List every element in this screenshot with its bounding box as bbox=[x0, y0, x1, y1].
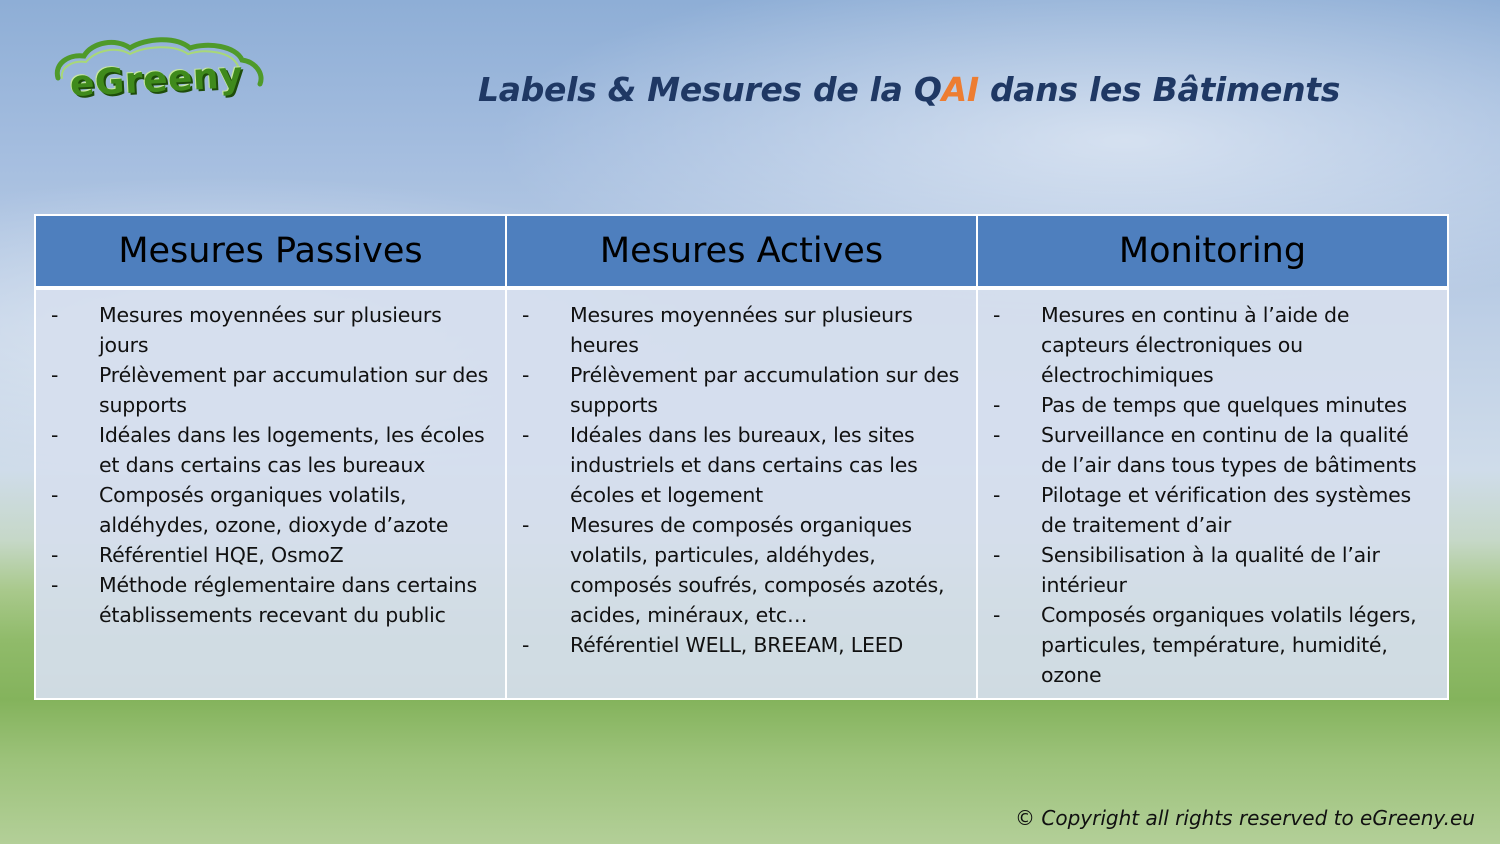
list-item bbox=[48, 360, 495, 420]
bullet-dash: - bbox=[993, 483, 1001, 507]
item-text: Sensibilisation à la qualité de l’air intérieur bbox=[1041, 543, 1380, 597]
list-item bbox=[48, 420, 495, 480]
bullet-dash: - bbox=[51, 483, 59, 507]
item-text: Prélèvement par accumulation sur des supports bbox=[570, 363, 960, 417]
item-text: Pilotage et vérification des systèmes de traitement d’air bbox=[1041, 483, 1411, 537]
list-item bbox=[48, 480, 495, 540]
cell-passive bbox=[35, 288, 506, 699]
cell-monitoring bbox=[977, 288, 1448, 699]
item-text: Idéales dans les logements, les écoles et dans certains cas les bureaux bbox=[99, 423, 485, 477]
item-text: Référentiel HQE, OsmoZ bbox=[99, 543, 344, 567]
bullet-dash: - bbox=[51, 423, 59, 447]
item-text: Surveillance en continu de la qualité de l’air dans tous types de bâtiments bbox=[1041, 423, 1417, 477]
logo-text: eGreeny bbox=[68, 54, 244, 105]
item-text: Composés organiques volatils, aldéhydes, ozone, dioxyde d’azote bbox=[99, 483, 449, 537]
list-item bbox=[990, 300, 1437, 390]
cell-active bbox=[506, 288, 977, 699]
bullet-dash: - bbox=[522, 633, 530, 657]
bullet-dash: - bbox=[522, 363, 530, 387]
list-item bbox=[990, 390, 1437, 420]
title-accent: AI bbox=[941, 70, 979, 109]
title-part-2: dans les Bâtiments bbox=[978, 70, 1341, 109]
list-item bbox=[519, 630, 966, 660]
item-text: Mesures moyennées sur plusieurs heures bbox=[570, 303, 913, 357]
measures-table bbox=[34, 214, 1449, 700]
item-text: Mesures en continu à l’aide de capteurs électroniques ou électrochimiques bbox=[1041, 303, 1350, 387]
item-text: Idéales dans les bureaux, les sites industriels et dans certains cas les écoles et logement bbox=[570, 423, 918, 507]
item-text: Méthode réglementaire dans certains établissements recevant du public bbox=[99, 573, 477, 627]
bullet-dash: - bbox=[522, 513, 530, 537]
header-active: Mesures Actives bbox=[506, 215, 977, 288]
page-title bbox=[478, 70, 1340, 109]
monitoring-list bbox=[990, 300, 1437, 690]
item-text: Composés organiques volatils légers, particules, température, humidité, ozone bbox=[1041, 603, 1417, 687]
list-item bbox=[990, 600, 1437, 690]
active-list bbox=[519, 300, 966, 660]
bullet-dash: - bbox=[51, 543, 59, 567]
list-item bbox=[519, 360, 966, 420]
item-text: Prélèvement par accumulation sur des supports bbox=[99, 363, 489, 417]
item-text: Référentiel WELL, BREEAM, LEED bbox=[570, 633, 904, 657]
header-monitoring: Monitoring bbox=[977, 215, 1448, 288]
list-item bbox=[48, 540, 495, 570]
list-item bbox=[519, 300, 966, 360]
list-item bbox=[48, 300, 495, 360]
list-item bbox=[990, 540, 1437, 600]
bullet-dash: - bbox=[993, 303, 1001, 327]
list-item bbox=[990, 420, 1437, 480]
passive-list bbox=[48, 300, 495, 630]
item-text: Mesures moyennées sur plusieurs jours bbox=[99, 303, 442, 357]
egreeny-logo[interactable] bbox=[50, 36, 265, 116]
table-header-row bbox=[35, 215, 1448, 288]
title-part-1: Labels & Mesures de la Q bbox=[478, 70, 942, 109]
list-item bbox=[990, 480, 1437, 540]
bullet-dash: - bbox=[51, 573, 59, 597]
bullet-dash: - bbox=[51, 363, 59, 387]
bullet-dash: - bbox=[993, 423, 1001, 447]
item-text: Pas de temps que quelques minutes bbox=[1041, 393, 1407, 417]
bullet-dash: - bbox=[51, 303, 59, 327]
bullet-dash: - bbox=[993, 543, 1001, 567]
bullet-dash: - bbox=[993, 393, 1001, 417]
list-item bbox=[48, 570, 495, 630]
bullet-dash: - bbox=[522, 303, 530, 327]
header-passive: Mesures Passives bbox=[35, 215, 506, 288]
copyright-notice: © Copyright all rights reserved to eGreeny.eu bbox=[1015, 806, 1475, 830]
item-text: Mesures de composés organiques volatils, particules, aldéhydes, composés soufrés, composés azotés, acides, minéraux, etc… bbox=[570, 513, 945, 627]
list-item bbox=[519, 510, 966, 630]
list-item bbox=[519, 420, 966, 510]
bullet-dash: - bbox=[993, 603, 1001, 627]
bullet-dash: - bbox=[522, 423, 530, 447]
table-row bbox=[35, 288, 1448, 699]
